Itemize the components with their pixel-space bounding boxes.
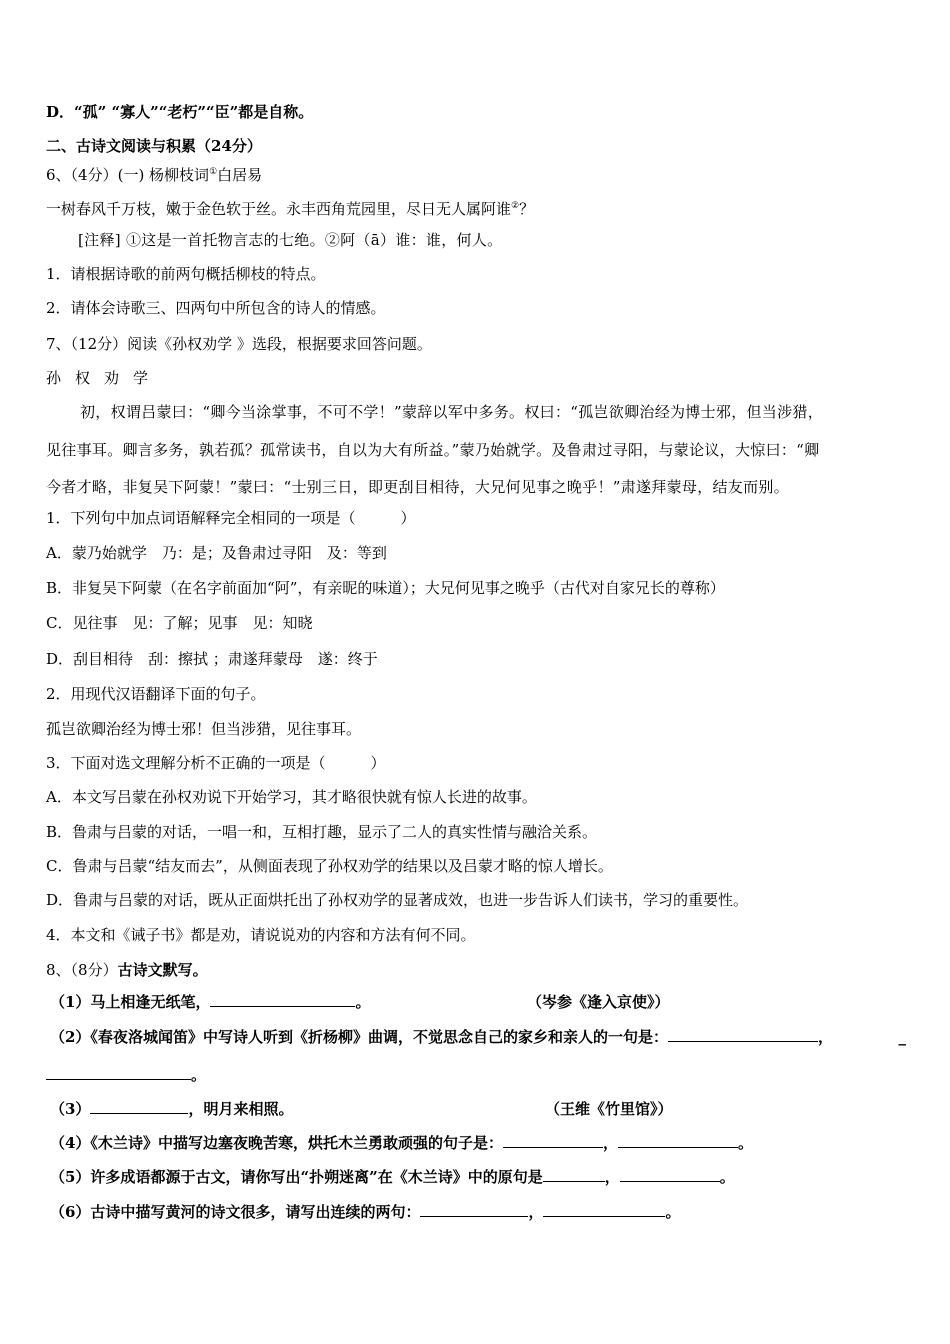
- q8-6-text: （6）古诗中描写黄河的诗文很多，请写出连续的两句：: [50, 1203, 421, 1221]
- q8-1-blank[interactable]: [210, 992, 355, 1007]
- q8-5-comma: ，: [604, 1168, 620, 1186]
- q8-6-period: 。: [665, 1203, 681, 1221]
- poem-end: ？: [519, 200, 535, 218]
- q8-4-comma: ，: [602, 1134, 618, 1152]
- q7-sub-2: 2．用现代汉语翻译下面的句子。: [46, 685, 266, 703]
- q8-item-6: [50, 1202, 680, 1222]
- q8-2-dash: _: [898, 1028, 906, 1046]
- q8-header-title: 古诗文默写。: [117, 961, 208, 979]
- q8-6-comma: ，: [528, 1203, 544, 1221]
- q6-sub-1: 1．请根据诗歌的前两句概括柳枝的特点。: [46, 265, 326, 283]
- q8-item-2: [50, 1027, 910, 1047]
- q8-1-period: 。: [355, 993, 371, 1011]
- q8-item-2-cont: [46, 1065, 206, 1085]
- q7-1-option-d: D．刮目相待 刮：擦拭 ；肃遂拜蒙母 遂：终于: [46, 650, 378, 668]
- q7-2-sentence: 孤岂欲卿治经为博士邪！但当涉猎，见往事耳。: [46, 720, 362, 738]
- q8-6-blank-1[interactable]: [420, 1202, 528, 1217]
- q8-item-1: [50, 992, 370, 1012]
- passage-title: 孙权劝学: [46, 369, 163, 387]
- q7-sub-1: 1．下列句中加点词语解释完全相同的一项是（ ）: [46, 509, 416, 527]
- q8-5-blank-1[interactable]: [543, 1167, 605, 1182]
- q7-3-option-c: C．鲁肃与吕蒙“结友而去”，从侧面表现了孙权劝学的结果以及吕蒙才略的惊人增长。: [46, 857, 613, 875]
- q7-3-option-d: D．鲁肃与吕蒙的对话，既从正面烘托出了孙权劝学的显著成效，也进一步告诉人们读书，学习的重要性。: [46, 891, 749, 909]
- q8-item-5: [50, 1167, 735, 1187]
- passage-line-3: 今者才略，非复吴下阿蒙！”蒙曰：“士别三日，即更刮目相待，大兄何见事之晚乎！”肃遂拜蒙母，结友而别。: [46, 478, 790, 496]
- q7-1-option-c: C．见往事 见：了解；见事 见：知晓: [46, 614, 313, 632]
- q7-3-option-b: B．鲁肃与吕蒙的对话，一唱一和，互相打趣，显示了二人的真实性情与融洽关系。: [46, 823, 598, 841]
- question-7-header: 7、（12分）阅读《孙权劝学 》选段，根据要求回答问题。: [46, 335, 432, 353]
- q8-2-comma: ，: [817, 1028, 833, 1046]
- q8-item-4: [50, 1133, 753, 1153]
- question-6-header: [46, 162, 262, 185]
- q8-header-score: 8、（8分）: [46, 961, 118, 979]
- q6-header-text: 6、（4分）(一) 杨柳枝词: [46, 166, 210, 184]
- q8-2-blank-1[interactable]: [668, 1027, 818, 1042]
- q8-2-blank-2[interactable]: [46, 1065, 191, 1080]
- q8-3-text: ，明月来相照。: [188, 1100, 294, 1118]
- q8-1-source: （岑参《逢入京使》）: [527, 993, 670, 1011]
- q6-footnote-mark: ①: [209, 167, 218, 177]
- poem-footnote-mark: ②: [511, 201, 520, 211]
- q8-5-period: 。: [719, 1168, 735, 1186]
- q7-1-option-b: B．非复吴下阿蒙（在名字前面加“阿”，有亲昵的味道）；大兄何见事之晚乎（古代对自家兄长的尊称）: [46, 579, 725, 597]
- q8-3-source: （王维《竹里馆》）: [545, 1100, 673, 1118]
- q7-1-option-a: A．蒙乃始就学 乃：是；及鲁肃过寻阳 及：等到: [46, 544, 387, 562]
- q8-4-text: （4）《木兰诗》中描写边塞夜晚苦寒，烘托木兰勇敢顽强的句子是：: [50, 1134, 503, 1152]
- q8-4-blank-2[interactable]: [618, 1133, 738, 1148]
- q8-item-3: [50, 1099, 293, 1119]
- q7-sub-3: 3．下面对选文理解分析不正确的一项是（ ）: [46, 754, 386, 772]
- passage-line-1: 初，权谓吕蒙曰：“卿今当涂掌事，不可不学！”蒙辞以军中多务。权曰：“孤岂欲卿治经为博士邪，但当涉猎，: [80, 403, 824, 421]
- q8-4-blank-1[interactable]: [503, 1133, 603, 1148]
- q8-1-text: （1）马上相逢无纸笔，: [50, 993, 211, 1011]
- q6-author: 白居易: [217, 166, 263, 184]
- passage-line-2: 见往事耳。卿言多务，孰若孤？孤常读书，自以为大有所益。”蒙乃始就学。及鲁肃过寻阳，与蒙论议，大惊曰：“卿: [46, 441, 820, 459]
- q8-2-period: 。: [191, 1066, 207, 1084]
- section-2-title: 二、古诗文阅读与积累（24分）: [46, 137, 262, 155]
- question-8-header: [46, 960, 208, 980]
- option-d: D．“孤” “寡人”“老朽”“臣”都是自称。: [46, 103, 314, 121]
- q8-5-text: （5）许多成语都源于古文，请你写出“扑朔迷离”在《木兰诗》中的原句是: [50, 1168, 543, 1186]
- poem-note: [注释] ①这是一首托物言志的七绝。②阿（ā）谁：谁，何人。: [78, 231, 503, 249]
- q8-5-blank-2[interactable]: [620, 1167, 720, 1182]
- q7-sub-4: 4．本文和《诫子书》都是劝，请说说劝的内容和方法有何不同。: [46, 926, 476, 944]
- q7-3-option-a: A．本文写吕蒙在孙权劝说下开始学习，其才略很快就有惊人长进的故事。: [46, 788, 537, 806]
- poem-body: 一树春风千万枝，嫩于金色软于丝。永丰西角荒园里，尽日无人属阿谁: [46, 200, 512, 218]
- q8-2-text: （2）《春夜洛城闻笛》中写诗人听到《折杨柳》曲调，不觉思念自己的家乡和亲人的一句是：: [50, 1028, 668, 1046]
- q8-4-period: 。: [737, 1134, 753, 1152]
- poem-text: [46, 196, 534, 219]
- q6-sub-2: 2．请体会诗歌三、四两句中所包含的诗人的情感。: [46, 299, 386, 317]
- q8-3-blank[interactable]: [90, 1099, 188, 1114]
- q8-6-blank-2[interactable]: [543, 1202, 665, 1217]
- q8-3-label: （3）: [50, 1100, 91, 1118]
